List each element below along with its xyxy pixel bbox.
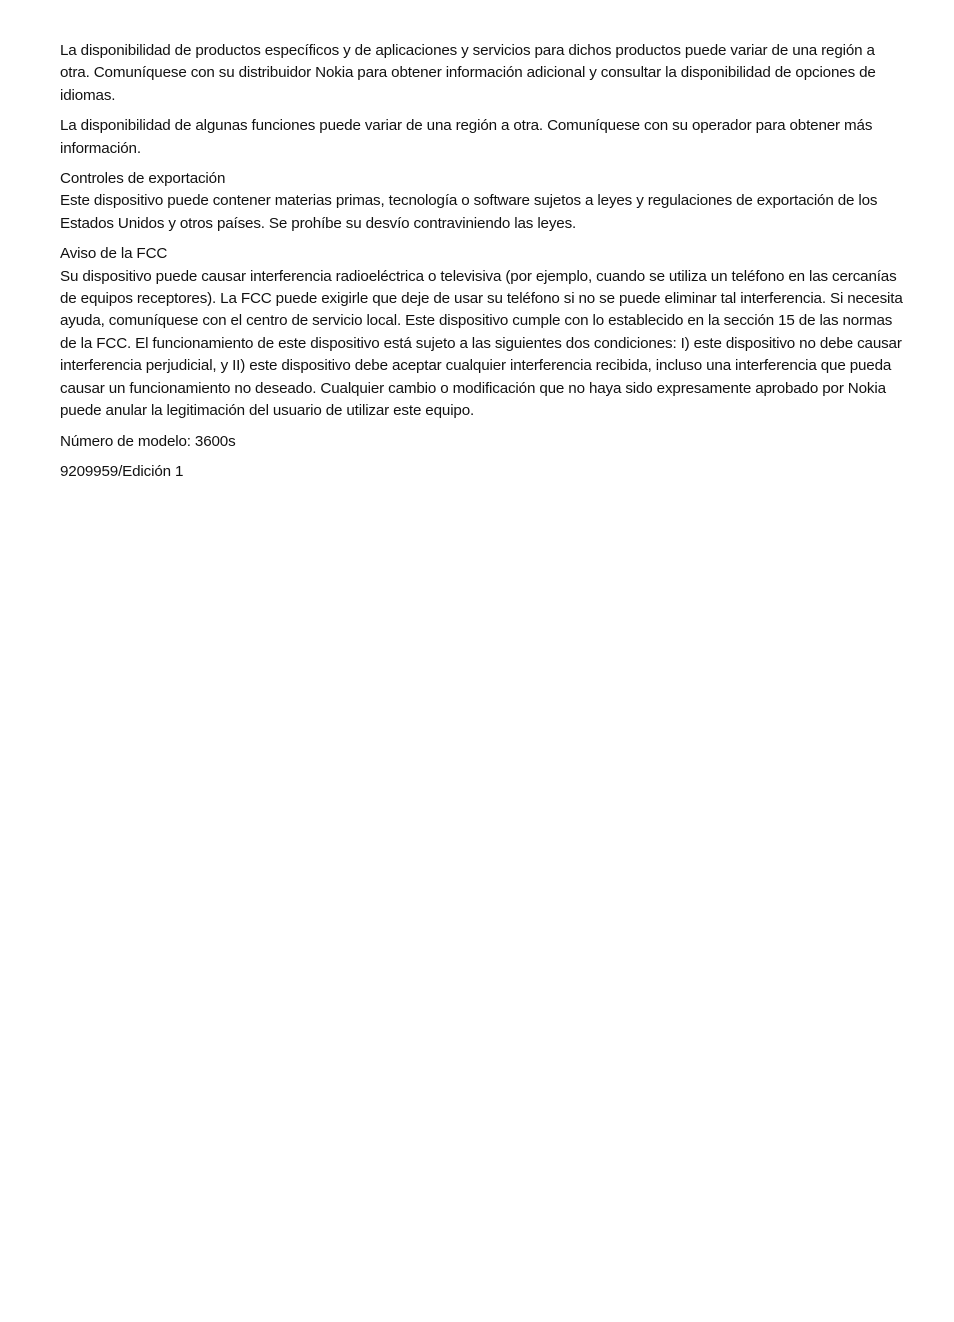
availability-products-paragraph: La disponibilidad de productos específicos y de aplicaciones y servicios para dichos productos puede variar de una región a otra. Comuníquese con su distribuidor Nokia para obtener información adicional y consultar la disponibilidad de opciones de idiomas. bbox=[60, 42, 876, 104]
availability-functions-paragraph: La disponibilidad de algunas funciones puede variar de una región a otra. Comuníquese con su operador para obtener más información. bbox=[60, 117, 873, 157]
model-number: Número de modelo: 3600s bbox=[60, 432, 236, 450]
edition-number: 9209959/Edición 1 bbox=[60, 462, 184, 480]
fcc-notice-section bbox=[60, 243, 906, 422]
export-controls-heading: Controles de exportación bbox=[60, 170, 226, 188]
export-controls-section bbox=[60, 168, 906, 235]
fcc-notice-heading: Aviso de la FCC bbox=[60, 245, 168, 263]
fcc-notice-body: Su dispositivo puede causar interferencia radioeléctrica o televisiva (por ejemplo, cuando se utiliza un teléfono en las cercanías de equipos receptores). La FCC puede exigirle que deje de usar su teléfono si no se puede eliminar tal interferencia. Si necesita ayuda, comuníquese con el centro de servicio local. Este dispositivo cumple con lo establecido en la sección 15 de las normas de la FCC. El funcionamiento de este dispositivo está sujeto a las siguientes dos condiciones: I) este dispositivo no debe causar interferencia perjudicial, y II) este dispositivo debe aceptar cualquier interferencia recibida, incluso una interferencia que pueda causar un funcionamiento no deseado. Cualquier cambio o modificación que no haya sido expresamente aprobado por Nokia puede anular la legitimación del usuario de utilizar este equipo. bbox=[60, 267, 903, 420]
export-controls-body: Este dispositivo puede contener materias primas, tecnología o software sujetos a leyes y regulaciones de exportación de los Estados Unidos y otros países. Se prohíbe su desvío contraviniendo las leyes. bbox=[60, 192, 878, 232]
document-page bbox=[60, 40, 906, 491]
